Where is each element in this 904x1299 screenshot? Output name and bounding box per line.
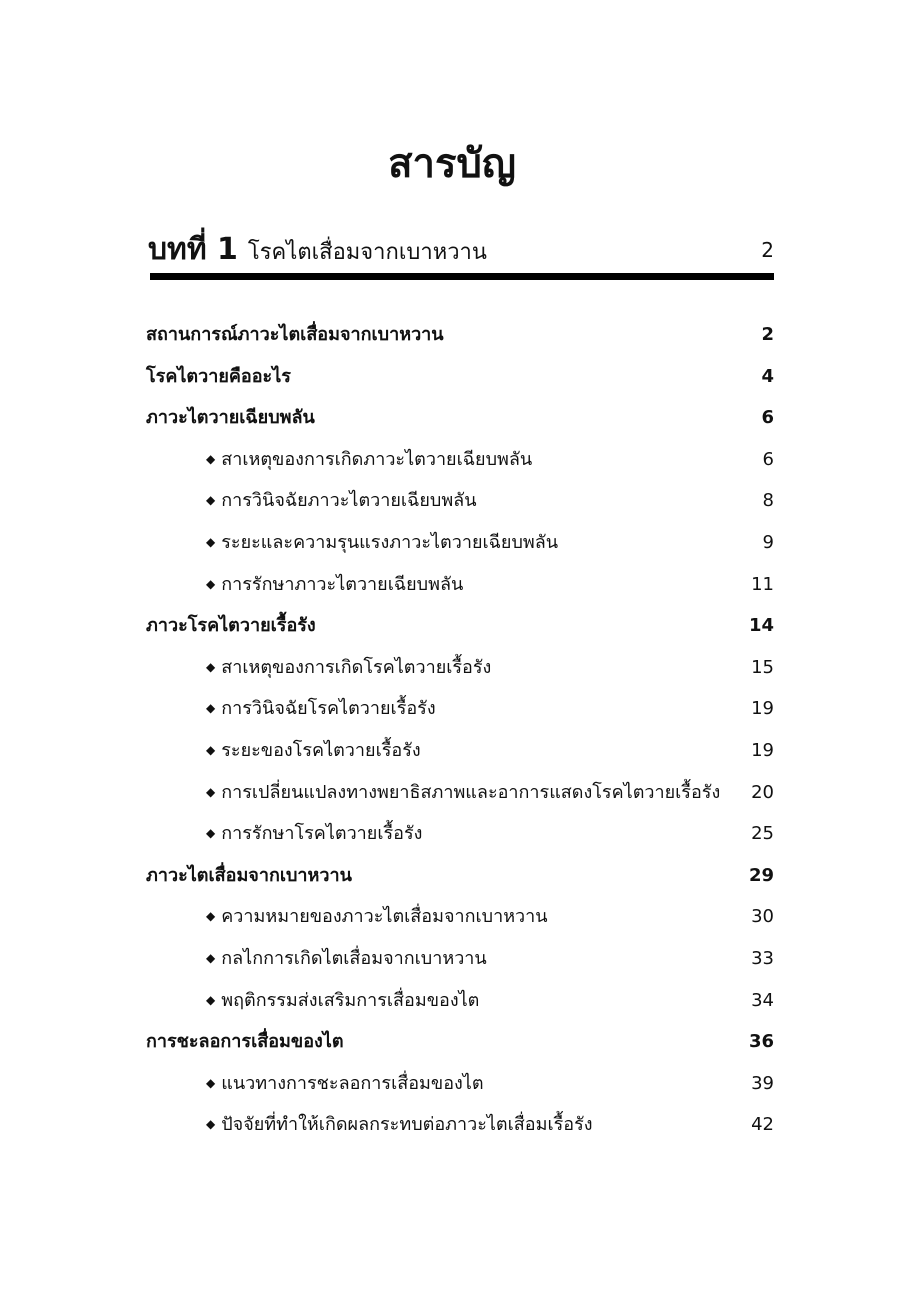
toc-entry-label [206,942,487,977]
toc-page-number: 4 [761,365,774,387]
toc-entry-text: การเปลี่ยนแปลงทางพยาธิสภาพและอาการแสดงโรคไตวายเรื้อรัง [221,781,721,803]
toc-section-row [146,401,774,435]
chapter-title: โรคไตเสื่อมจากเบาหวาน [247,240,487,265]
toc-subsection-row [146,942,774,976]
toc-page-number: 39 [751,1072,774,1094]
toc-entry-text: การวินิจฉัยโรคไตวายเรื้อรัง [221,698,436,720]
toc-entry-label [206,1067,484,1102]
toc-section-row [146,360,774,394]
diamond-bullet-icon: ◆ [206,909,216,924]
toc-entry-text: การรักษาภาวะไตวายเฉียบพลัน [221,573,464,595]
toc-entry-label [206,692,436,727]
toc-subsection-row [146,776,774,810]
diamond-bullet-icon: ◆ [206,992,216,1007]
toc-entry-text: ภาวะไตเสื่อมจากเบาหวาน [146,864,352,886]
toc-subsection-row [146,568,774,602]
toc-entry-label [206,984,479,1019]
diamond-bullet-icon: ◆ [206,1117,216,1132]
toc-entry-label [206,484,477,519]
toc-page-number: 33 [751,948,774,969]
diamond-bullet-icon: ◆ [206,951,216,965]
toc-entry-text: ภาวะไตวายเฉียบพลัน [146,407,315,429]
toc-page-number: 14 [748,615,774,637]
toc-entry-text: การวินิจฉัยภาวะไตวายเฉียบพลัน [221,490,477,512]
toc-entry-label [146,318,444,352]
toc-entry-text: ภาวะโรคไตวายเรื้อรัง [146,615,316,637]
toc-section-row [146,1025,774,1059]
toc-entry-text: สถานการณ์ภาวะไตเสื่อมจากเบาหวาน [146,324,444,345]
toc-entry-text: โรคไตวายคืออะไร [146,365,291,387]
diamond-bullet-icon: ◆ [206,659,216,674]
toc-page-number: 6 [762,448,774,470]
toc-title: สารบัญ [388,141,516,187]
toc-page-number: 11 [751,573,774,595]
toc-entry-label [146,401,315,435]
diamond-bullet-icon: ◆ [206,535,216,549]
toc-subsection-row [146,484,774,518]
toc-subsection-row [146,817,774,851]
toc-entry-label [206,443,532,478]
toc-page-number: 19 [751,698,774,720]
toc-subsection-row [146,900,774,934]
toc-entry-text: ความหมายของภาวะไตเสื่อมจากเบาหวาน [221,906,548,928]
toc-entry-text: ปัจจัยที่ทำให้เกิดผลกระทบต่อภาวะไตเสื่อมเรื้อรัง [221,1114,593,1136]
toc-entry-label [146,1025,344,1059]
toc-entry-text: ระยะและความรุนแรงภาวะไตวายเฉียบพลัน [221,532,559,553]
toc-section-row [146,859,774,893]
toc-page-number: 2 [761,324,774,345]
toc-page-number: 30 [751,906,774,928]
toc-page-number: 25 [751,823,774,845]
diamond-bullet-icon: ◆ [206,826,216,841]
toc-entry-text: สาเหตุของการเกิดโรคไตวายเรื้อรัง [221,656,492,678]
toc-section-row [146,609,774,643]
toc-subsection-row [146,1067,774,1101]
toc-page-number: 6 [761,407,774,429]
toc-entry-text: สาเหตุของการเกิดภาวะไตวายเฉียบพลัน [221,448,533,470]
toc-entry-label [206,900,548,935]
toc-subsection-row [146,692,774,726]
toc-entry-label [206,651,491,686]
toc-page-number: 20 [751,781,774,803]
toc-entry-text: การชะลอการเสื่อมของไต [146,1031,344,1053]
toc-entry-label [146,360,291,394]
toc-entry-text: การรักษาโรคไตวายเรื้อรัง [221,823,423,845]
toc-page-number: 9 [762,532,774,553]
toc-subsection-row [146,526,774,560]
toc-entry-text: กลไกการเกิดไตเสื่อมจากเบาหวาน [221,948,487,969]
toc-entry-text: ระยะของโรคไตวายเรื้อรัง [221,740,421,761]
diamond-bullet-icon: ◆ [206,701,216,716]
diamond-bullet-icon: ◆ [206,493,216,508]
toc-page-number: 42 [751,1114,774,1136]
toc-entry-label [206,776,720,811]
toc-entry-label [206,817,422,852]
toc-entry-label [206,1108,593,1143]
toc-entry-text: พฤติกรรมส่งเสริมการเสื่อมของไต [221,989,480,1011]
toc-entry-label [206,734,421,769]
toc-section-row [146,318,774,352]
toc-page-number: 15 [751,656,774,678]
chapter-label: บทที่ 1 [148,232,238,267]
toc-page-number: 34 [751,989,774,1011]
toc-entry-label [206,526,558,561]
toc-entry-label [146,859,352,893]
toc-subsection-row [146,443,774,477]
toc-entry-text: แนวทางการชะลอการเสื่อมของไต [221,1072,484,1094]
diamond-bullet-icon: ◆ [206,1075,216,1090]
chapter-page-number: 2 [761,238,774,262]
toc-subsection-row [146,651,774,685]
toc-page-number: 29 [748,864,774,886]
toc-page-number: 8 [762,490,774,512]
toc-subsection-row [146,1108,774,1142]
toc-entry-label [146,609,316,643]
diamond-bullet-icon: ◆ [206,743,216,757]
toc-subsection-row [146,734,774,768]
diamond-bullet-icon: ◆ [206,451,216,466]
diamond-bullet-icon: ◆ [206,576,216,591]
toc-subsection-row [146,984,774,1018]
toc-page-number: 36 [748,1031,774,1053]
toc-page-number: 19 [751,740,774,761]
diamond-bullet-icon: ◆ [206,784,216,799]
toc-entry-label [206,568,463,603]
